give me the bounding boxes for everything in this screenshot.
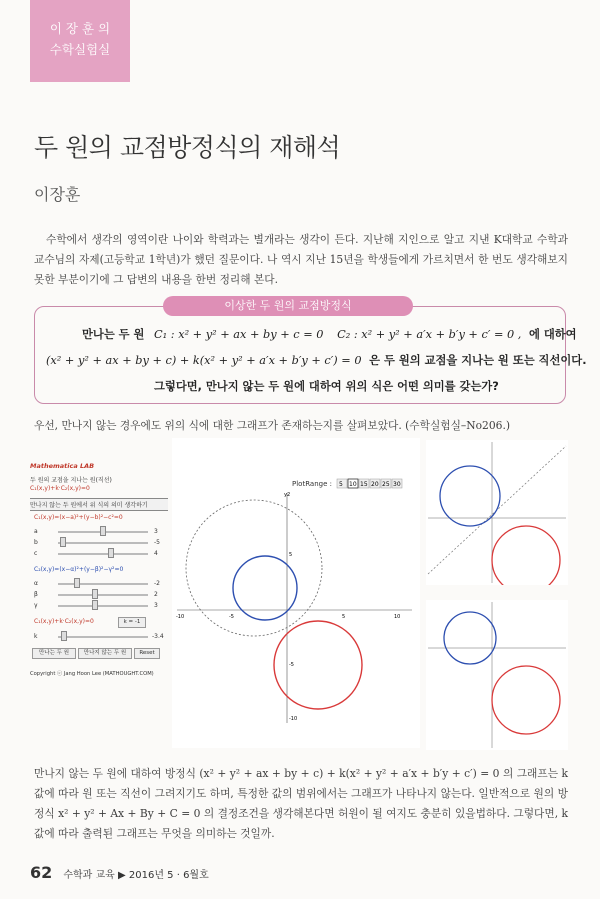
reset-button[interactable]: Reset bbox=[134, 648, 160, 659]
param-a-label: a bbox=[34, 528, 38, 535]
range-option-5[interactable]: 5 bbox=[339, 481, 343, 488]
param-gamma-slider[interactable] bbox=[58, 605, 148, 607]
paragraph-3: 만나지 않는 두 원에 대하여 방정식 (x² + y² + ax + by + c) + k(x² + y² + a′x + b′y + c′) = 0 의 그래프는 k 값에 따라 원 또는 직선이 그려지기도 하며, 특정한 값의 범위에서는 그래프가 나타나지 않는다. 일반적으로 원의 방정식 x² + y² + Ax + By + C = 0 의 결정조건을 생각해본다면 허원이 될 여지도 충분히 있을법하다. 그렇다면, k 값에 따라 출력된 그래프는 무엇을 의미하는 것일까. bbox=[34, 767, 568, 840]
paragraph-2: 우선, 만나지 않는 경우에도 위의 식에 대한 그래프가 존재하는지를 살펴보았다. (수학실험실–No206.) bbox=[34, 419, 511, 432]
param-alpha-slider[interactable] bbox=[58, 583, 148, 585]
param-b-label: b bbox=[34, 539, 38, 546]
range-option-30[interactable]: 30 bbox=[393, 481, 401, 488]
param-alpha-value: -2 bbox=[154, 580, 160, 587]
lab-title: Mathematica LAB bbox=[30, 462, 95, 470]
box-line-1 bbox=[82, 326, 577, 342]
tick-x-pos5: 5 bbox=[342, 614, 346, 620]
k-preset-button[interactable]: k = -1 bbox=[118, 617, 146, 628]
tick-x-neg5: -5 bbox=[229, 614, 234, 620]
plot-range-options bbox=[337, 479, 402, 488]
small-plot-bottom bbox=[426, 600, 568, 750]
combo-equation: C₁(x,y)+k·C₂(x,y)=0 bbox=[34, 618, 94, 625]
intro-paragraph: 수학에서 생각의 영역이란 나이와 학력과는 별개라는 생각이 든다. 지난해 지인으로 알고 지낸 K대학교 수학과 교수님의 자제(고등학교 1학년)가 했던 질문이다. 나 역시 지난 15년을 학생들에게 가르치면서 한 번도 생각해보지 못한 부분이기에 그 답변의 내용을 한번 정리해 본다. bbox=[34, 233, 568, 286]
section-tab-line2: 수학실험실 bbox=[49, 42, 111, 57]
param-c-knob[interactable] bbox=[108, 548, 114, 558]
box-line1-intro: 만나는 두 원 bbox=[82, 328, 145, 341]
box-line1-tail: 에 대하여 bbox=[529, 328, 577, 341]
param-b-value: -5 bbox=[154, 539, 160, 546]
param-beta-value: 2 bbox=[154, 591, 158, 598]
main-plot-svg bbox=[172, 438, 420, 748]
param-c-slider[interactable] bbox=[58, 553, 148, 555]
param-gamma-knob[interactable] bbox=[92, 600, 98, 610]
param-alpha-label: α bbox=[34, 580, 38, 587]
param-a-knob[interactable] bbox=[100, 526, 106, 536]
box-line-2 bbox=[46, 352, 586, 368]
meeting-circles-button[interactable]: 만나는 두 원 bbox=[32, 648, 76, 659]
small-bottom-red-circle bbox=[492, 666, 560, 734]
box-line2-tail: 은 두 원의 교점을 지나는 원 또는 직선이다. bbox=[369, 354, 587, 367]
article-author: 이장훈 bbox=[34, 185, 81, 204]
small-bottom-blue-circle bbox=[444, 612, 496, 664]
box-line1-c2: C₂ : x² + y² + a′x + b′y + c′ = 0 , bbox=[337, 328, 522, 341]
section-tab bbox=[30, 0, 130, 82]
copyright: Copyright ⓒ Jang Hoon Lee (MATHOUGHT.COM) bbox=[30, 671, 154, 677]
small-top-red-circle bbox=[492, 526, 560, 585]
param-b-slider[interactable] bbox=[58, 542, 148, 544]
dashed-result-circle bbox=[186, 500, 322, 636]
main-plot bbox=[172, 438, 420, 748]
box-line1-c1: C₁ : x² + y² + ax + by + c = 0 bbox=[154, 328, 324, 341]
article-title: 두 원의 교점방정식의 재해석 bbox=[34, 133, 341, 162]
c1-equation: C₁(x,y)=(x−a)²+(y−b)²−c²=0 bbox=[34, 514, 123, 521]
tick-y-neg10: -10 bbox=[289, 716, 298, 722]
panel-subtitle: 두 원의 교점을 지나는 원(직선) bbox=[30, 477, 112, 484]
param-a-value: 3 bbox=[154, 528, 158, 535]
tick-x-neg10: -10 bbox=[176, 614, 185, 620]
plot-range-label: PlotRange : bbox=[292, 480, 332, 488]
small-plot-bottom-svg bbox=[426, 600, 568, 750]
param-k-value: -3.4 bbox=[152, 633, 164, 640]
param-c-label: c bbox=[34, 550, 38, 557]
blue-circle-c2 bbox=[233, 556, 297, 620]
param-beta-knob[interactable] bbox=[92, 589, 98, 599]
param-b-knob[interactable] bbox=[60, 537, 66, 547]
c2-equation: C₂(x,y)=(x−α)²+(y−β)²−γ²=0 bbox=[34, 566, 124, 573]
tick-y-neg5: -5 bbox=[289, 662, 294, 668]
mathematica-panel bbox=[30, 432, 170, 732]
range-option-20[interactable]: 20 bbox=[371, 481, 379, 488]
param-gamma-value: 3 bbox=[154, 602, 158, 609]
box-line3-question: 그렇다면, 만나지 않는 두 원에 대하여 위의 식은 어떤 의미를 갖는가? bbox=[154, 380, 499, 393]
small-plot-top-svg bbox=[426, 440, 568, 585]
param-k-knob[interactable] bbox=[61, 631, 67, 641]
panel-section-header: 만나지 않는 두 원에서 위 식의 의미 생각하기 bbox=[30, 498, 168, 511]
param-gamma-label: γ bbox=[34, 602, 38, 609]
range-option-10[interactable]: 10 bbox=[349, 481, 357, 488]
page-footer bbox=[30, 863, 209, 882]
param-k-label: k bbox=[34, 633, 38, 640]
box-line-3 bbox=[154, 378, 499, 394]
section-tab-line1: 이 장 훈 의 bbox=[49, 21, 111, 36]
panel-sub-equation: C₁(x,y)+k·C₂(x,y)=0 bbox=[30, 485, 90, 492]
param-beta-slider[interactable] bbox=[58, 594, 148, 596]
range-option-25[interactable]: 25 bbox=[382, 481, 390, 488]
small-plot-top bbox=[426, 440, 568, 585]
y-axis-label: y2 bbox=[284, 492, 291, 498]
tick-x-pos10: 10 bbox=[394, 614, 401, 620]
question-box-label: 이상한 두 원의 교점방정식 bbox=[163, 296, 413, 316]
tick-y-pos5: 5 bbox=[289, 552, 293, 558]
param-k-slider[interactable] bbox=[58, 636, 148, 638]
param-beta-label: β bbox=[34, 591, 38, 598]
page-number: 62 bbox=[30, 863, 53, 882]
param-alpha-knob[interactable] bbox=[74, 578, 80, 588]
small-top-blue-circle bbox=[440, 466, 500, 526]
box-line2-equation: (x² + y² + ax + by + c) + k(x² + y² + a′x + b′y + c′) = 0 bbox=[46, 354, 362, 367]
footer-text: 수학과 교육 ▶ 2016년 5 · 6월호 bbox=[63, 870, 209, 881]
range-option-15[interactable]: 15 bbox=[360, 481, 368, 488]
non-meeting-circles-button[interactable]: 만나지 않는 두 원 bbox=[78, 648, 132, 659]
param-c-value: 4 bbox=[154, 550, 158, 557]
